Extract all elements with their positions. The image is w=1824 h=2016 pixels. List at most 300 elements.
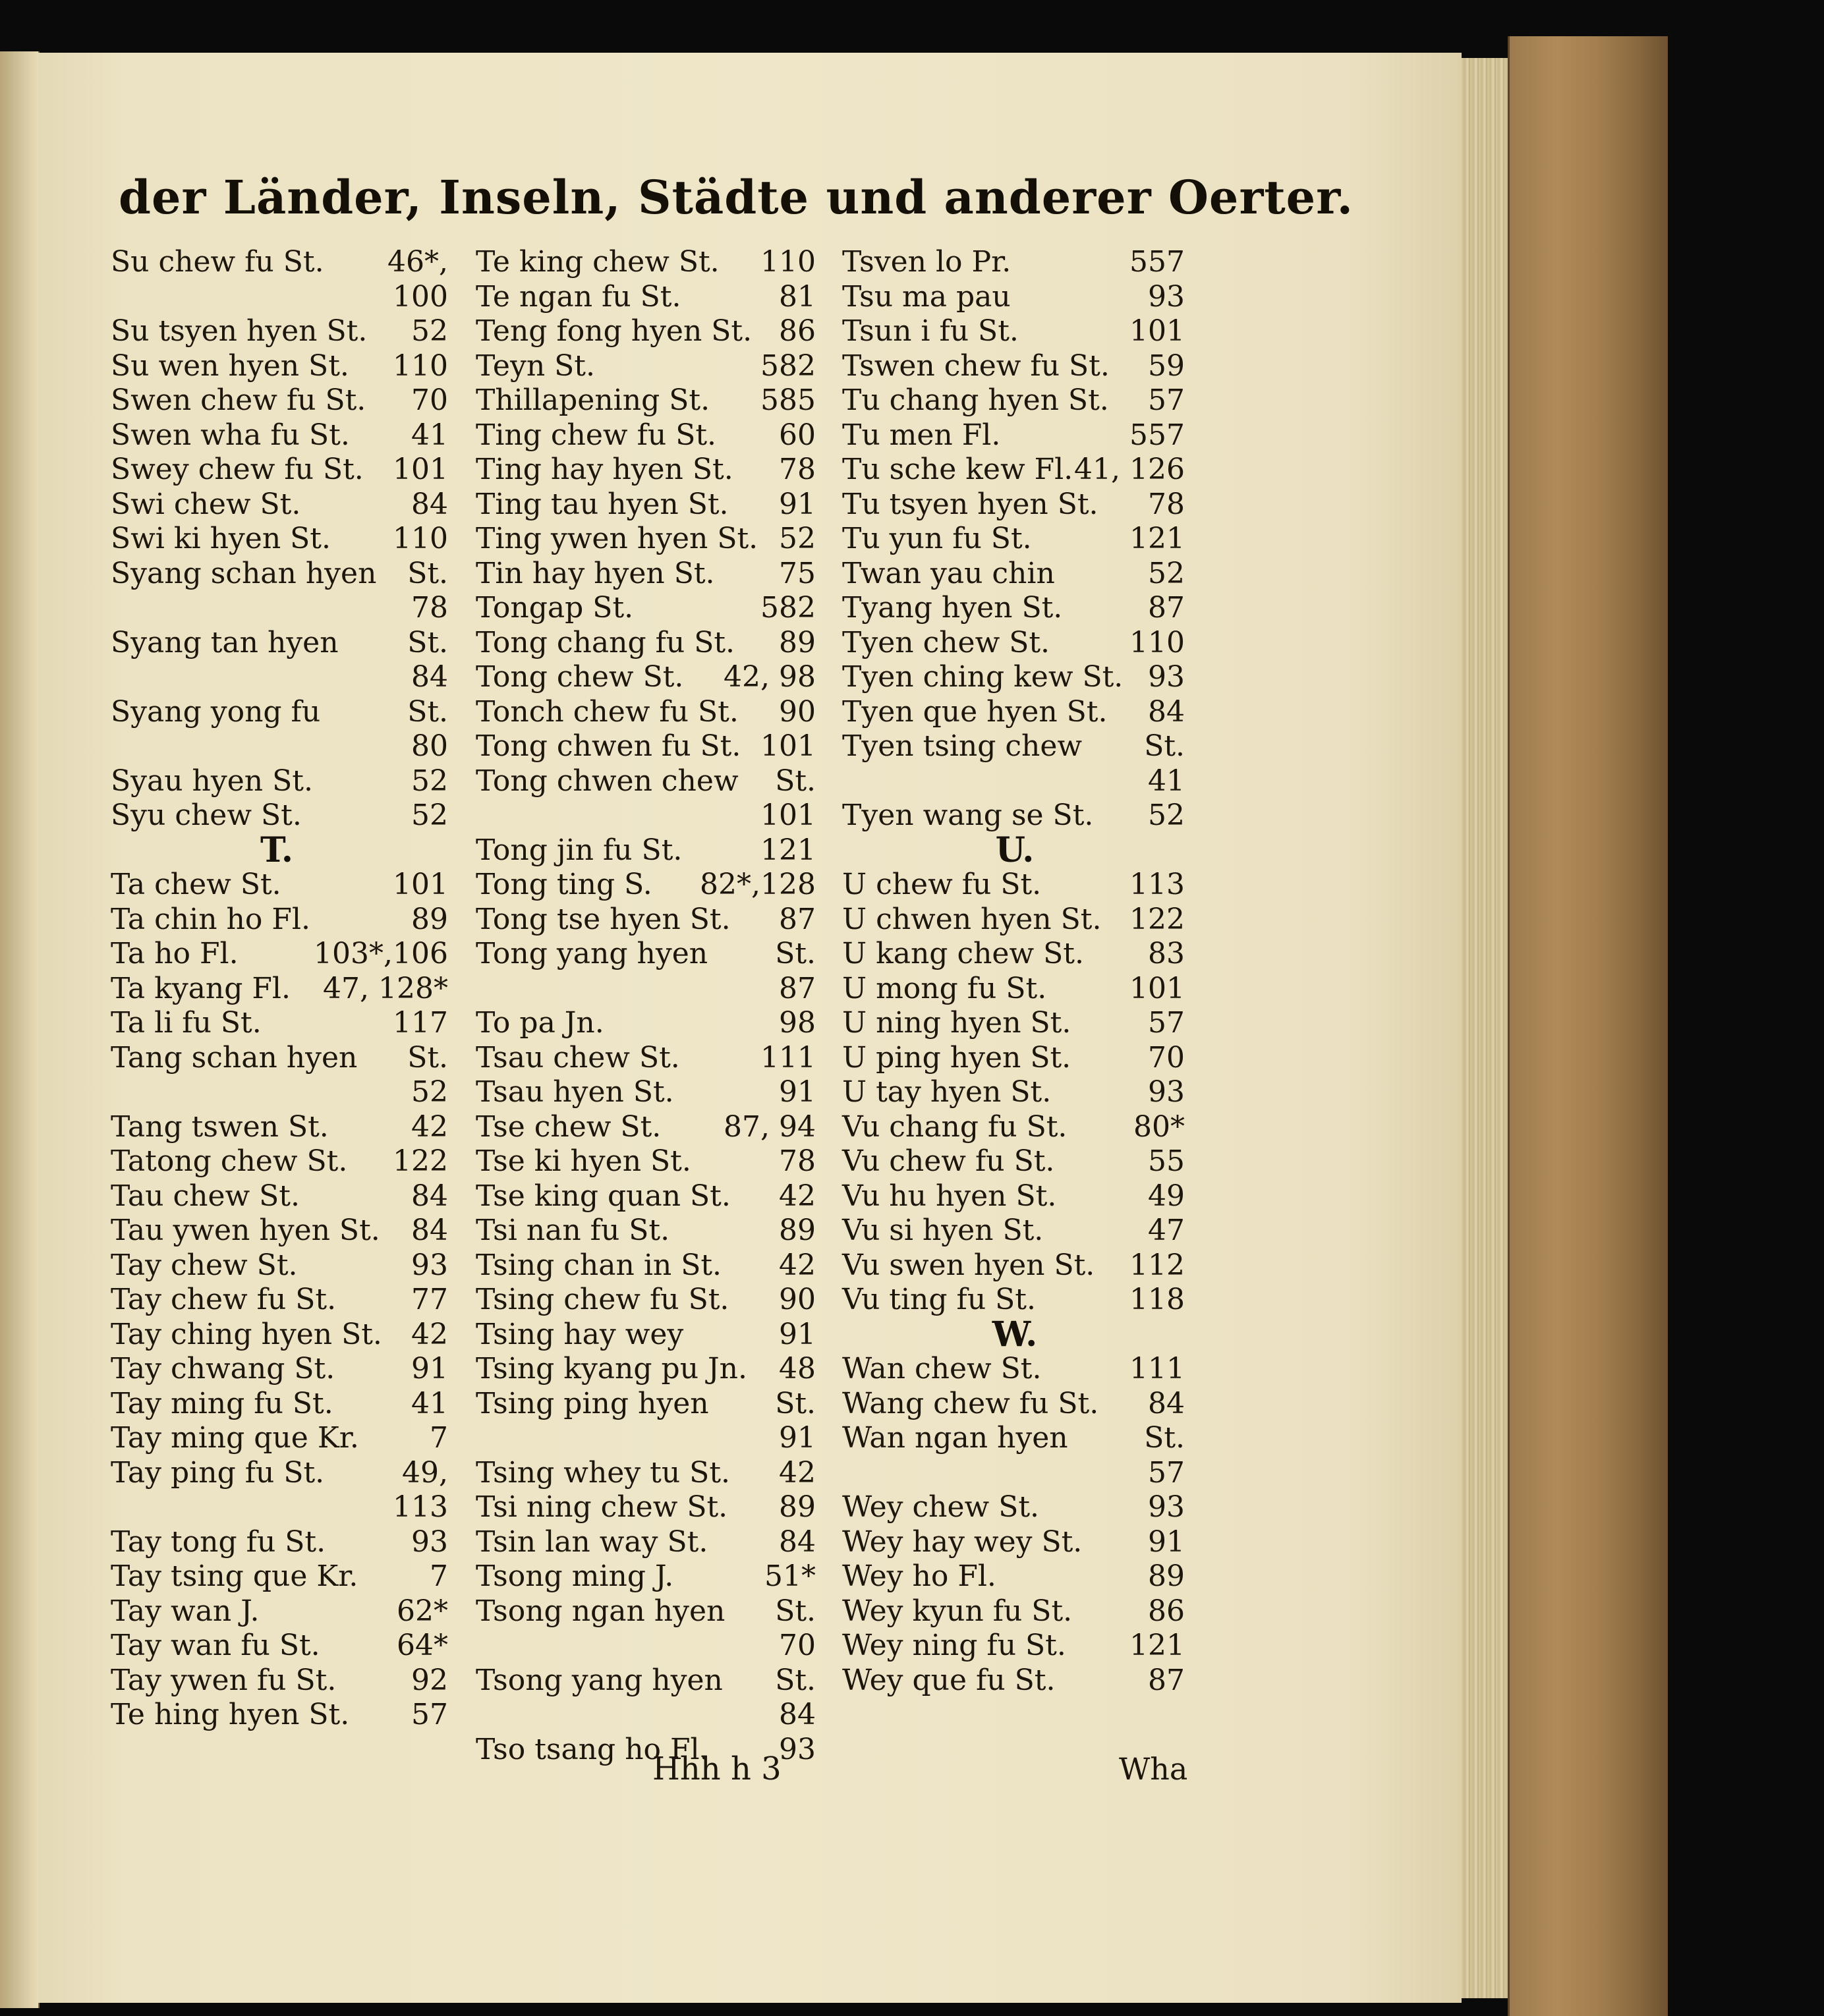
index-entry <box>842 314 1185 349</box>
entry-page: 7 <box>430 1559 448 1593</box>
entry-name: Tong chwen chew <box>476 764 739 798</box>
index-entry <box>842 418 1185 453</box>
entry-name: To pa Jn. <box>476 1006 604 1040</box>
index-entry <box>476 1006 816 1040</box>
index-entry <box>476 314 816 349</box>
index-entry <box>476 626 816 660</box>
index-entry <box>476 453 816 487</box>
index-entry <box>842 383 1185 418</box>
index-entry <box>842 660 1185 694</box>
entry-page: 87 <box>1148 591 1185 625</box>
entry-page: 111 <box>1129 1352 1185 1386</box>
index-entry <box>842 1664 1185 1698</box>
entry-name: Swi ki hyen St. <box>111 522 331 555</box>
entry-name: Tse ki hyen St. <box>476 1144 691 1178</box>
entry-name: Su wen hyen St. <box>111 349 349 383</box>
entry-page: St. <box>407 694 448 729</box>
entry-page: 87, 94 <box>724 1109 816 1144</box>
entry-name: Tay chew fu St. <box>111 1283 337 1316</box>
index-entry <box>111 798 448 833</box>
index-entry <box>111 868 448 902</box>
entry-page: 78 <box>411 591 448 625</box>
index-entry <box>476 937 816 971</box>
entry-page: 70 <box>1148 1040 1185 1075</box>
index-entry <box>111 1352 448 1386</box>
entry-page: 98 <box>779 1006 816 1040</box>
entry-name: Tatong chew St. <box>111 1144 348 1178</box>
index-entry <box>476 1387 816 1421</box>
entry-name: Tong ting S. <box>476 868 652 901</box>
index-entry <box>476 522 816 556</box>
entry-name: Tyen tsing chew <box>842 729 1083 763</box>
index-entry <box>476 1144 816 1179</box>
entry-page: 42 <box>779 1455 816 1490</box>
index-entry <box>111 1179 448 1214</box>
index-entry <box>842 1559 1185 1594</box>
entry-page: 118 <box>1129 1283 1185 1316</box>
entry-name: Wan ngan hyen <box>842 1421 1068 1455</box>
index-entry <box>842 1144 1185 1179</box>
index-entry <box>111 418 448 453</box>
entry-page: 41 <box>411 1386 448 1420</box>
index-entry <box>842 591 1185 625</box>
index-entry <box>842 764 1185 798</box>
entry-page: 42 <box>411 1317 448 1351</box>
section-letter: U. <box>995 829 1035 870</box>
index-entry <box>842 557 1185 591</box>
entry-name: Tay chew St. <box>111 1248 298 1282</box>
entry-page: 80 <box>411 729 448 763</box>
entry-page: 82*,128 <box>700 868 816 901</box>
entry-name: Syang schan hyen <box>111 556 377 590</box>
index-entry <box>111 660 448 694</box>
index-entry <box>111 557 448 591</box>
entry-name: Wey kyun fu St. <box>842 1594 1073 1628</box>
entry-page: 91 <box>779 487 816 521</box>
index-entry <box>111 1559 448 1594</box>
index-entry <box>476 660 816 694</box>
entry-page: 47 <box>1148 1214 1185 1247</box>
index-entry <box>842 1214 1185 1248</box>
index-entry <box>842 349 1185 383</box>
entry-name: Tswen chew fu St. <box>842 349 1110 383</box>
index-entry <box>111 453 448 487</box>
entry-name: Tin hay hyen St. <box>476 556 715 590</box>
entry-page: 110 <box>760 245 816 279</box>
index-entry <box>111 972 448 1006</box>
entry-name: Tay ming fu St. <box>111 1386 333 1420</box>
entry-page: 93 <box>1148 279 1185 314</box>
index-entry <box>476 1214 816 1248</box>
entry-page: 75 <box>779 556 816 590</box>
entry-page: 582 <box>760 349 816 383</box>
entry-name: Wey chew St. <box>842 1490 1039 1524</box>
entry-page: 46*, <box>387 245 448 279</box>
entry-page: 113 <box>1129 868 1185 901</box>
entry-page: 47, 128* <box>323 971 448 1005</box>
index-entry <box>476 1352 816 1386</box>
entry-name: Syau hyen St. <box>111 764 313 798</box>
entry-name: Tso tsang ho Fl. <box>476 1732 709 1766</box>
index-entry <box>476 418 816 453</box>
entry-name: U kang chew St. <box>842 937 1084 970</box>
index-entry <box>476 1525 816 1559</box>
entry-page: St. <box>407 556 448 590</box>
entry-name: Ta li fu St. <box>111 1006 262 1040</box>
entry-name: Swey chew fu St. <box>111 453 364 486</box>
entry-name: Wan chew St. <box>842 1352 1042 1386</box>
entry-page: 86 <box>779 314 816 348</box>
entry-name: Tyang hyen St. <box>842 591 1063 625</box>
entry-page: 64* <box>397 1629 448 1662</box>
index-entry <box>476 695 816 729</box>
entry-page: 90 <box>779 694 816 729</box>
entry-page: 101 <box>1129 314 1185 348</box>
index-entry <box>842 1075 1185 1109</box>
entry-page: 84 <box>411 1214 448 1247</box>
entry-name: Tay wan fu St. <box>111 1629 320 1662</box>
entry-page: 93 <box>1148 1075 1185 1109</box>
index-entry <box>476 280 816 314</box>
entry-name: Tsau chew St. <box>476 1040 680 1075</box>
entry-page: 101 <box>393 453 448 486</box>
entry-page: 70 <box>779 1629 816 1662</box>
entry-name: Vu ting fu St. <box>842 1283 1036 1316</box>
entry-name: Vu hu hyen St. <box>842 1179 1057 1213</box>
index-entry <box>111 1525 448 1559</box>
entry-name: Tsong yang hyen <box>476 1663 723 1697</box>
entry-name: Tau ywen hyen St. <box>111 1214 380 1247</box>
index-entry <box>476 1075 816 1109</box>
entry-page: 78 <box>1148 487 1185 521</box>
index-entry <box>842 522 1185 556</box>
entry-page: 70 <box>411 383 448 417</box>
entry-name: Teng fong hyen St. <box>476 314 753 348</box>
entry-page: 101 <box>1129 971 1185 1005</box>
entry-page: St. <box>1144 729 1185 763</box>
index-entry <box>476 557 816 591</box>
previous-page-edge <box>0 51 40 2008</box>
index-entry <box>111 1006 448 1040</box>
entry-page: 101 <box>760 798 816 832</box>
index-entry <box>111 1594 448 1629</box>
entry-page: 93 <box>411 1525 448 1559</box>
entry-page: 582 <box>760 591 816 625</box>
index-entry <box>111 1421 448 1455</box>
entry-page: 55 <box>1148 1144 1185 1178</box>
entry-page: 87 <box>779 971 816 1005</box>
section-letter: T. <box>260 829 294 870</box>
index-entry <box>842 1490 1185 1525</box>
entry-name: Tong yang hyen <box>476 937 708 970</box>
catchword: Wha <box>1119 1751 1188 1787</box>
entry-page: 103*,106 <box>314 937 448 970</box>
entry-name: Tsing chan in St. <box>476 1248 722 1282</box>
entry-page: 62* <box>397 1594 448 1628</box>
index-entry <box>476 591 816 625</box>
entry-name: Ting ywen hyen St. <box>476 522 758 555</box>
index-entry <box>842 626 1185 660</box>
entry-page: 101 <box>393 868 448 901</box>
entry-name: Tay ywen fu St. <box>111 1663 337 1697</box>
index-entry <box>842 972 1185 1006</box>
entry-page: 89 <box>779 1490 816 1524</box>
index-entry <box>842 868 1185 902</box>
entry-name: Tang schan hyen <box>111 1040 358 1075</box>
entry-page: 84 <box>779 1698 816 1731</box>
entry-name: Tyen ching kew St. <box>842 660 1124 694</box>
entry-name: Tong chew St. <box>476 660 684 694</box>
index-entry <box>111 729 448 764</box>
entry-name: Te king chew St. <box>476 245 720 279</box>
entry-name: Tay ming que Kr. <box>111 1421 359 1455</box>
entry-page: 93 <box>779 1732 816 1766</box>
entry-page: 92 <box>411 1663 448 1697</box>
entry-name: Tsun i fu St. <box>842 314 1019 348</box>
entry-page: St. <box>775 937 816 970</box>
entry-name: Vu swen hyen St. <box>842 1248 1095 1282</box>
entry-name: Tay wan J. <box>111 1594 260 1628</box>
entry-page: 49 <box>1148 1179 1185 1213</box>
index-entry <box>111 1041 448 1075</box>
index-entry <box>111 1144 448 1179</box>
entry-name: Thillapening St. <box>476 383 710 417</box>
entry-page: 84 <box>411 1179 448 1213</box>
entry-name: Tongap St. <box>476 591 634 625</box>
index-entry <box>476 1698 816 1732</box>
entry-name: Vu si hyen St. <box>842 1214 1044 1247</box>
index-entry <box>476 1664 816 1698</box>
index-entry <box>111 1456 448 1490</box>
entry-page: 87 <box>1148 1663 1185 1697</box>
entry-page: 41 <box>411 418 448 452</box>
entry-name: Tse king quan St. <box>476 1179 731 1213</box>
index-entry <box>842 1248 1185 1283</box>
entry-name: Tong chang fu St. <box>476 625 735 659</box>
entry-name: Tsi nan fu St. <box>476 1214 670 1247</box>
entry-page: 59 <box>1148 349 1185 383</box>
entry-name: Ta ho Fl. <box>111 937 239 970</box>
index-entry <box>111 764 448 798</box>
entry-page: 122 <box>1129 902 1185 936</box>
index-entry <box>476 349 816 383</box>
index-entry <box>111 591 448 625</box>
entry-name: Tu men Fl. <box>842 418 1001 452</box>
index-entry <box>111 280 448 314</box>
entry-page: 121 <box>760 833 816 867</box>
entry-name: Syang yong fu <box>111 694 321 729</box>
index-entry <box>111 1664 448 1698</box>
entry-name: U chew fu St. <box>842 868 1042 901</box>
entry-page: 42 <box>779 1248 816 1282</box>
entry-page: 84 <box>411 487 448 521</box>
index-entry <box>842 1352 1185 1386</box>
entry-page: 52 <box>411 314 448 348</box>
index-entry <box>842 1629 1185 1663</box>
entry-page: 111 <box>760 1040 816 1075</box>
index-entry <box>476 1629 816 1663</box>
entry-page: 48 <box>779 1352 816 1386</box>
entry-page: 91 <box>779 1421 816 1455</box>
entry-page: 77 <box>411 1283 448 1316</box>
index-entry <box>476 1421 816 1455</box>
index-entry <box>476 833 816 868</box>
entry-name: Tsing whey tu St. <box>476 1455 730 1490</box>
entry-name: Syang tan hyen <box>111 625 339 659</box>
entry-name: Tsau hyen St. <box>476 1075 674 1109</box>
entry-name: Tse chew St. <box>476 1109 662 1144</box>
entry-name: Tu tsyen hyen St. <box>842 487 1098 521</box>
entry-page: 52 <box>411 1075 448 1109</box>
entry-name: Tsin lan way St. <box>476 1525 708 1559</box>
entry-page: St. <box>407 625 448 659</box>
entry-page: 91 <box>411 1352 448 1386</box>
entry-name: Wey ning fu St. <box>842 1629 1066 1662</box>
entry-name: Vu chew fu St. <box>842 1144 1055 1178</box>
entry-page: 57 <box>1148 1006 1185 1040</box>
entry-page: 90 <box>779 1283 816 1316</box>
index-entry <box>476 1110 816 1144</box>
entry-name: Tsven lo Pr. <box>842 245 1012 279</box>
signature-mark: Hhh h 3 <box>652 1750 782 1787</box>
index-entry <box>476 729 816 764</box>
index-entry <box>111 1075 448 1109</box>
entry-page: 49, <box>402 1455 448 1490</box>
entry-page: 89 <box>411 902 448 936</box>
entry-name: Tang tswen St. <box>111 1109 329 1144</box>
entry-page: 91 <box>1148 1525 1185 1559</box>
entry-page: St. <box>775 764 816 798</box>
entry-name: Ting tau hyen St. <box>476 487 729 521</box>
entry-name: Tsu ma pau <box>842 279 1011 314</box>
entry-name: Tyen chew St. <box>842 625 1050 659</box>
index-entry <box>476 972 816 1006</box>
index-entry <box>842 1456 1185 1490</box>
entry-page: 117 <box>393 1006 448 1040</box>
entry-page: 42, 98 <box>724 660 816 694</box>
entry-name: Tsi ning chew St. <box>476 1490 728 1524</box>
entry-page: 83 <box>1148 937 1185 970</box>
index-entry <box>111 695 448 729</box>
index-entry <box>842 729 1185 764</box>
entry-name: Swen chew fu St. <box>111 383 366 417</box>
entry-name: Te ngan fu St. <box>476 279 681 314</box>
entry-name: Ta chew St. <box>111 868 281 901</box>
index-entry <box>476 1559 816 1594</box>
index-entry <box>111 1318 448 1352</box>
entry-name: Tsing ping hyen <box>476 1386 709 1420</box>
entry-page: 52 <box>779 522 816 555</box>
entry-name: Tau chew St. <box>111 1179 300 1213</box>
index-entry <box>842 1041 1185 1075</box>
entry-name: Ting hay hyen St. <box>476 453 733 486</box>
entry-page: 41 <box>1148 764 1185 798</box>
entry-name: Wey que fu St. <box>842 1663 1056 1697</box>
index-entry <box>476 245 816 279</box>
entry-page: St. <box>775 1386 816 1420</box>
entry-page: 52 <box>1148 798 1185 832</box>
book-cover-edge <box>1508 36 1668 2016</box>
entry-name: Su tsyen hyen St. <box>111 314 368 348</box>
entry-page: 89 <box>1148 1559 1185 1593</box>
entry-name: Ting chew fu St. <box>476 418 716 452</box>
entry-page: 113 <box>393 1490 448 1524</box>
entry-name: Vu chang fu St. <box>842 1109 1068 1144</box>
entry-name: Swen wha fu St. <box>111 418 350 452</box>
entry-name: U mong fu St. <box>842 971 1047 1005</box>
entry-page: 110 <box>393 349 448 383</box>
index-entry <box>476 1318 816 1352</box>
entry-page: 89 <box>779 1214 816 1247</box>
entry-name: Twan yau chin <box>842 556 1055 590</box>
entry-name: Swi chew St. <box>111 487 301 521</box>
entry-name: Wang chew fu St. <box>842 1386 1099 1420</box>
entry-page: 80* <box>1133 1109 1185 1144</box>
entry-name: Syu chew St. <box>111 798 302 832</box>
index-entry <box>476 383 816 418</box>
entry-page: 78 <box>779 1144 816 1178</box>
entry-name: Tu chang hyen St. <box>842 383 1109 417</box>
index-entry <box>842 280 1185 314</box>
entry-page: 112 <box>1129 1248 1185 1282</box>
index-entry <box>111 1283 448 1317</box>
entry-name: Tay tsing que Kr. <box>111 1559 358 1593</box>
index-entry <box>476 868 816 902</box>
entry-page: 51* <box>764 1559 816 1593</box>
index-entry <box>842 1525 1185 1559</box>
entry-name: Tu sche kew Fl. <box>842 453 1073 486</box>
index-entry <box>842 1283 1185 1317</box>
entry-page: 52 <box>411 764 448 798</box>
index-entry <box>111 1698 448 1732</box>
index-entry <box>842 1110 1185 1144</box>
index-entry <box>476 1248 816 1283</box>
index-entry <box>111 626 448 660</box>
entry-page: 52 <box>1148 556 1185 590</box>
entry-page: 60 <box>779 418 816 452</box>
index-entry <box>842 798 1185 833</box>
entry-name: Tsing chew fu St. <box>476 1283 729 1316</box>
section-letter: W. <box>992 1314 1038 1355</box>
entry-page: 557 <box>1129 418 1185 452</box>
entry-name: Wey hay wey St. <box>842 1525 1083 1559</box>
entry-page: 93 <box>411 1248 448 1282</box>
entry-page: 121 <box>1129 1629 1185 1662</box>
entry-name: Tu yun fu St. <box>842 522 1032 555</box>
index-entry <box>476 764 816 798</box>
entry-name: Tong tse hyen St. <box>476 902 731 936</box>
index-entry <box>111 314 448 349</box>
index-entry <box>842 1006 1185 1040</box>
entry-name: U tay hyen St. <box>842 1075 1052 1109</box>
entry-page: 42 <box>779 1179 816 1213</box>
entry-page: 87 <box>779 902 816 936</box>
page-block-edges <box>1462 58 1508 1998</box>
entry-name: Tay ching hyen St. <box>111 1317 382 1351</box>
entry-page: 89 <box>779 625 816 659</box>
entry-name: Tsing kyang pu Jn. <box>476 1352 747 1386</box>
index-entry <box>476 1490 816 1525</box>
entry-page: 57 <box>1148 383 1185 417</box>
entry-name: U chwen hyen St. <box>842 902 1102 936</box>
entry-page: 100 <box>393 279 448 314</box>
index-entry <box>111 383 448 418</box>
entry-page: 91 <box>779 1075 816 1109</box>
running-header: der Länder, Inseln, Städte und anderer Oerter. <box>119 170 1354 225</box>
entry-page: St. <box>775 1663 816 1697</box>
index-entry <box>111 903 448 937</box>
index-entry <box>111 488 448 522</box>
